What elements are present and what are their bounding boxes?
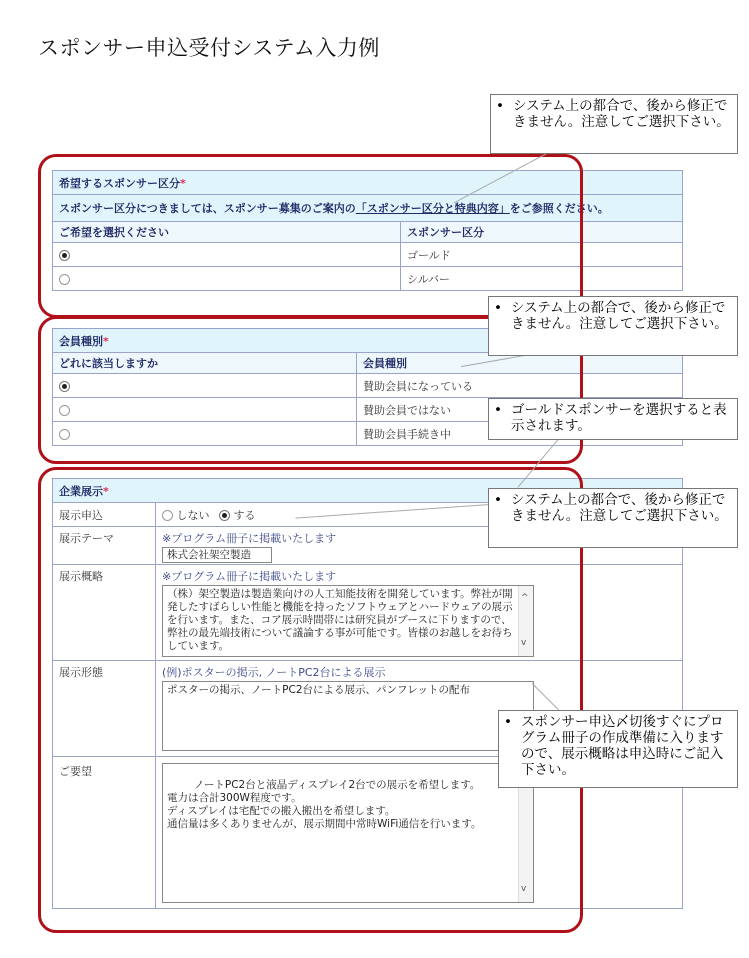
format-textarea[interactable]: ポスターの掲示、ノートPC2台による展示、パンフレットの配布 (162, 681, 534, 751)
radio-sponsor-silver[interactable] (59, 274, 70, 285)
table-row (53, 243, 683, 267)
exhibit-summary-label: 展示概略 (53, 565, 156, 661)
summary-hint: ※プログラム冊子に掲載いたします (162, 570, 337, 583)
theme-input[interactable]: 株式会社架空製造 (162, 547, 272, 563)
callout-note: • ゴールドスポンサーを選択すると表示されます。 (488, 398, 738, 440)
option-label: ゴールド (401, 243, 683, 267)
radio-member-yes[interactable] (59, 381, 70, 392)
exhibit-request-label: ご要望 (53, 757, 156, 909)
option-label: 賛助会員になっている (357, 374, 683, 398)
scroll-down-icon[interactable]: v (521, 884, 527, 894)
scroll-up-icon[interactable]: ^ (521, 593, 529, 603)
exhibit-apply-options: しない する (156, 503, 683, 527)
col-header-applicable: どれに該当しますか (53, 353, 357, 374)
format-hint: (例)ポスターの掲示, ノートPC2台による展示 (162, 666, 386, 679)
sponsor-section-title: 希望するスポンサー区分* (53, 171, 683, 195)
callout-note: • システム上の都合で、後から修正できません。注意してご選択下さい。 (488, 296, 738, 356)
exhibit-format-label: 展示形態 (53, 661, 156, 757)
col-header-category: スポンサー区分 (401, 222, 683, 243)
option-label: シルバー (401, 267, 683, 291)
exhibit-apply-label: 展示申込 (53, 503, 156, 527)
callout-note: • システム上の都合で、後から修正できません。注意してご選択下さい。 (490, 94, 738, 154)
required-mark: * (180, 176, 186, 190)
callout-note: • システム上の都合で、後から修正できません。注意してご選択下さい。 (488, 488, 738, 548)
request-textarea[interactable]: ノートPC2台と液晶ディスプレイ2台での展示を希望します。 電力は合計300W程度です。 ディスプレイは宅配での搬入搬出を希望します。 通信量は多くありませんが、展示期間中常時WiFi通信を行います。 v (162, 763, 534, 903)
page-title: スポンサー申込受付システム入力例 (38, 36, 380, 60)
member-section-title: 会員種別* (53, 329, 683, 353)
sponsor-category-link[interactable]: 「スポンサー区分と特典内容」 (355, 202, 510, 215)
option-label: 賛助会員手続き中 (357, 422, 683, 446)
theme-hint: ※プログラム冊子に掲載いたします (162, 532, 337, 545)
required-mark: * (103, 334, 109, 348)
exhibit-theme-label: 展示テーマ (53, 527, 156, 565)
radio-exhibit-no[interactable] (162, 510, 173, 521)
required-mark: * (103, 484, 109, 498)
callout-note: • スポンサー申込〆切後すぐにプログラム冊子の作成準備に入りますので、展示概略は申込時にご記入下さい。 (498, 710, 738, 788)
sponsor-table (52, 170, 683, 291)
option-label: 賛助会員ではない (357, 398, 683, 422)
col-header-select: ご希望を選択ください (53, 222, 401, 243)
sponsor-note: スポンサー区分につきましては、スポンサー募集のご案内の「スポンサー区分と特典内容」をご参照ください。 (53, 195, 683, 222)
radio-member-pending[interactable] (59, 429, 70, 440)
radio-exhibit-yes[interactable] (219, 510, 230, 521)
table-row (53, 374, 683, 398)
table-row (53, 267, 683, 291)
scroll-down-icon[interactable]: v (521, 638, 527, 648)
exhibit-section-title: 企業展示* (53, 479, 683, 503)
col-header-member-type: 会員種別 (357, 353, 683, 374)
summary-textarea[interactable]: （株）架空製造は製造業向けの人工知能技術を開発しています。弊社が開発したすばらしい性能と機能を持ったソフトウェアとハードウェアの展示を行います。また、コア展示時間帯には研究員がブースに下りますので、弊社の最先端技術について議論する事が可能です。皆様のお越しをお待ちしています。 ^ v (162, 585, 534, 657)
radio-member-no[interactable] (59, 405, 70, 416)
summary-scrollbar[interactable] (518, 586, 533, 656)
radio-sponsor-gold[interactable] (59, 250, 70, 261)
